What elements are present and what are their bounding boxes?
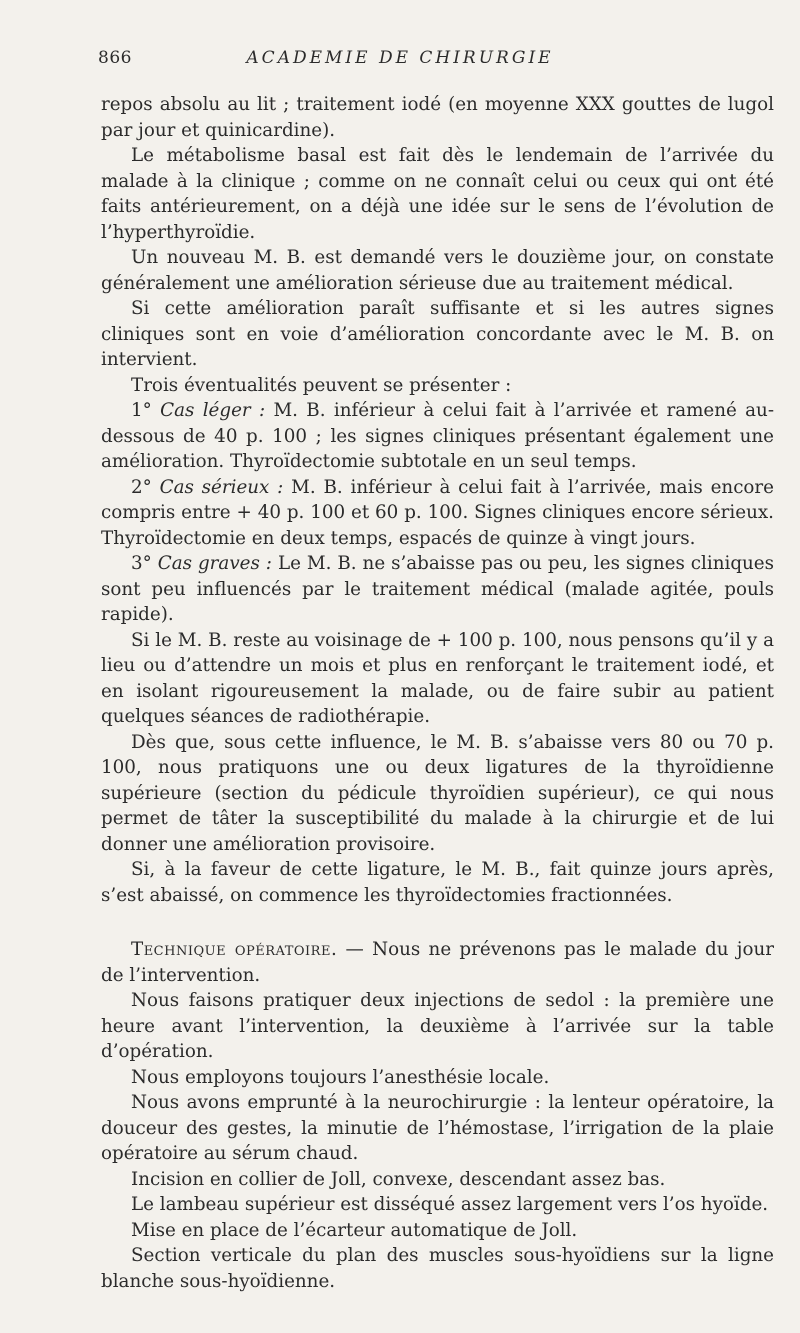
paragraph: Nous avons emprunté à la neurochirurgie : la lenteur opératoire, la douceur des gestes, la minutie de l’hémostase, l’irrigation de la plaie opératoire au sérum chaud. xyxy=(101,1092,774,1164)
paragraph: Nous faisons pratiquer deux injections de sedol : la première une heure avant l’intervention, la deuxième à l’arrivée sur la table d’opération. xyxy=(101,990,774,1062)
paragraph: Le lambeau supérieur est disséqué assez largement vers l’os hyoïde. xyxy=(131,1194,769,1215)
section-text: — Nous ne prévenons pas le malade du jour de l’intervention. xyxy=(101,939,774,986)
section-gap xyxy=(101,908,774,937)
case-number: 2° xyxy=(131,476,152,498)
paragraph: Si le M. B. reste au voisinage de + 100 p. 100, nous pensons qu’il y a lieu ou d’attendre un mois et plus en renforçant le traitement iodé, et en isolant rigoureusement la malade, ou de faire subir au patient quelques séances de radiothérapie. xyxy=(101,629,774,727)
case-paragraph xyxy=(101,398,774,475)
paragraph: Si, à la faveur de cette ligature, le M. B., fait quinze jours après, s’est abaissé, on commence les thyroïdectomies fractionnées. xyxy=(101,859,774,906)
page-number: 866 xyxy=(98,48,132,68)
case-label: Cas graves : xyxy=(157,553,272,574)
paragraph: Section verticale du plan des muscles sous-hyoïdiens sur la ligne blanche sous-hyoïdienne. xyxy=(101,1245,774,1292)
paragraph: Le métabolisme basal est fait dès le lendemain de l’arrivée du malade à la clinique ; comme on ne connaît celui ou ceux qui ont été faits antérieurement, on a déjà une idée sur le sens de l’évolution de l’hyperthyroïdie. xyxy=(101,145,774,243)
case-number: 1° xyxy=(131,400,152,421)
case-paragraph xyxy=(101,551,774,628)
paragraph: Mise en place de l’écarteur automatique de Joll. xyxy=(131,1219,578,1241)
paragraph: Incision en collier de Joll, convexe, descendant assez bas. xyxy=(131,1168,666,1190)
body-text xyxy=(101,92,774,1294)
paragraph: repos absolu au lit ; traitement iodé (en moyenne XXX gouttes de lugol par jour et quinicardine). xyxy=(101,94,774,141)
running-title: ACADEMIE DE CHIRURGIE xyxy=(246,48,554,68)
case-text: Le M. B. ne s’abaisse pas ou peu, les signes cliniques sont peu influencés par le traitement médical (malade agitée, pouls rapide). xyxy=(101,553,775,625)
page-header xyxy=(0,48,800,74)
case-paragraph xyxy=(101,475,774,552)
paragraph: Trois éventualités peuvent se présenter : xyxy=(131,374,512,396)
paragraph: Dès que, sous cette influence, le M. B. s’abaisse vers 80 ou 70 p. 100, nous pratiquons une ou deux ligatures de la thyroïdienne supérieure (section du pédicule thyroïdien supérieur), ce qui nous permet de tâter la susceptibilité du malade à la chirurgie et de lui donner une amélioration provisoire. xyxy=(101,731,774,855)
section-paragraph xyxy=(101,937,774,988)
case-number: 3° xyxy=(131,553,152,574)
paragraph: Un nouveau M. B. est demandé vers le douzième jour, on constate généralement une amélioration sérieuse due au traitement médical. xyxy=(101,247,774,294)
case-text: M. B. inférieur à celui fait à l’arrivée et ramené au-dessous de 40 p. 100 ; les signes cliniques présentant également une amélioration. Thyroïdectomie subtotale en un seul temps. xyxy=(101,400,775,472)
case-text: M. B. inférieur à celui fait à l’arrivée, mais encore compris entre + 40 p. 100 et 60 p. 100. Signes cliniques encore sérieux. Thyroïdectomie en deux temps, espacés de quinze à vingt jours. xyxy=(101,476,774,549)
case-label: Cas léger : xyxy=(160,400,266,421)
paragraph: Nous employons toujours l’anesthésie locale. xyxy=(131,1066,550,1088)
case-label: Cas sérieux : xyxy=(159,476,284,498)
section-heading: Technique opératoire. xyxy=(131,939,338,960)
paragraph: Si cette amélioration paraît suffisante et si les autres signes cliniques sont en voie d’amélioration concordante avec le M. B. on intervient. xyxy=(101,298,774,370)
